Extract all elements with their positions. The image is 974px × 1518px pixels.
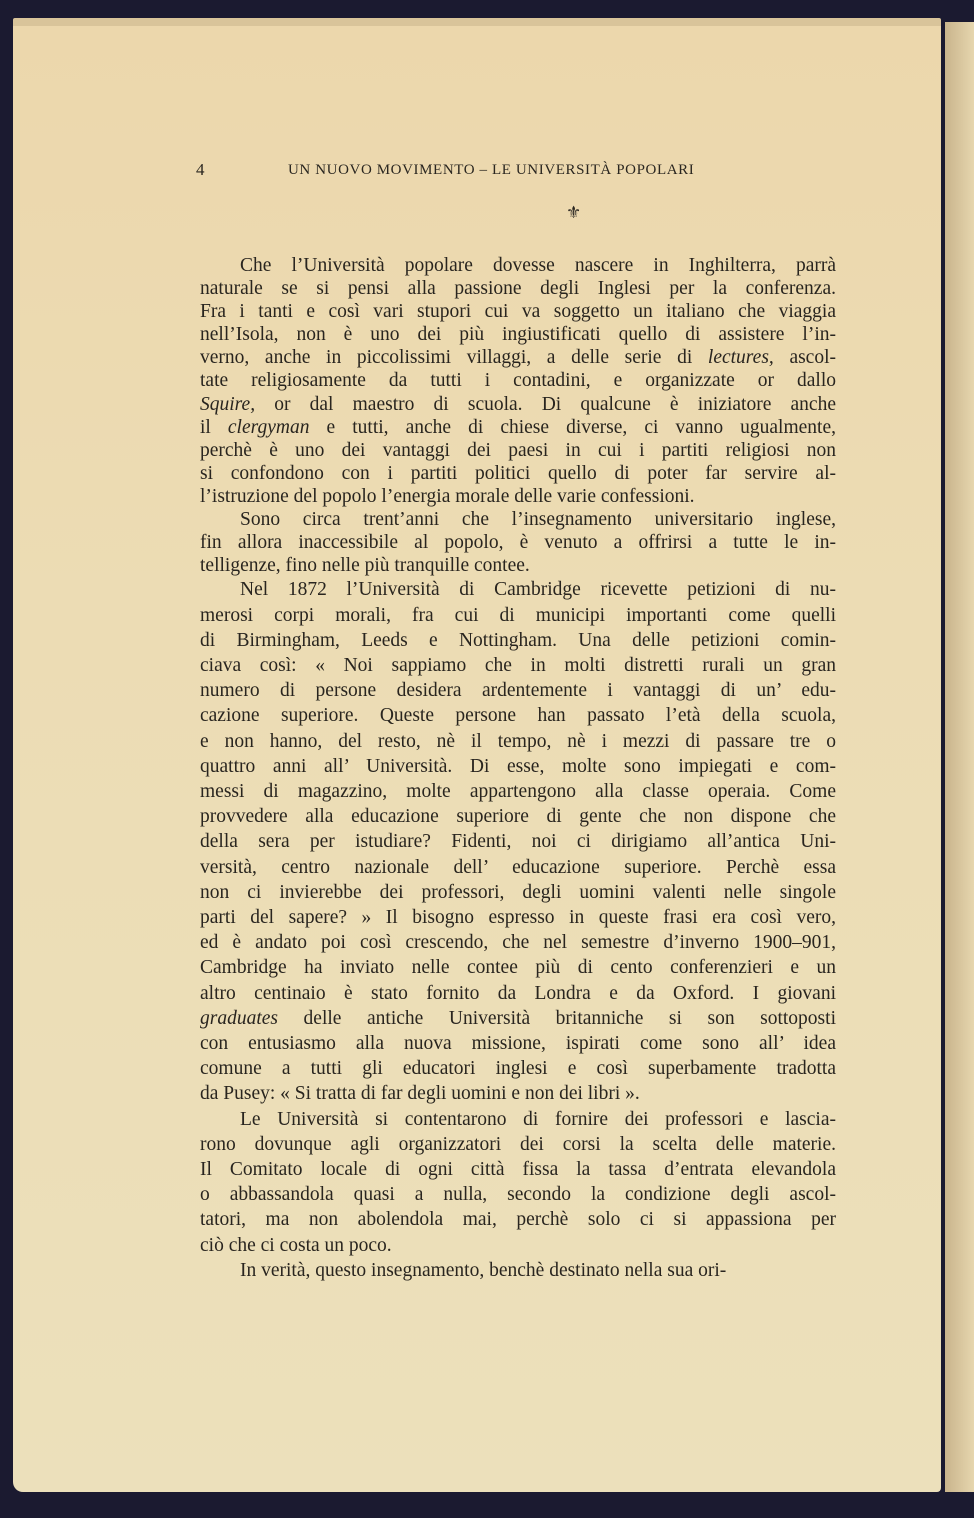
text-line: della sera per istudiare? Fidenti, noi ci dirigiamo all’antica Uni- bbox=[200, 831, 836, 853]
text-line: Cambridge ha inviato nelle contee più di cento conferenzieri e un bbox=[200, 957, 836, 979]
text-line: Che l’Università popolare dovesse nascere in Inghilterra, parrà bbox=[240, 255, 836, 276]
text-line: messi di magazzino, molte appartengono alla classe operaia. Come bbox=[200, 780, 836, 802]
next-page-edge bbox=[945, 22, 974, 1492]
text-segment: delle antiche Università britanniche si son sottoposti bbox=[278, 1007, 836, 1029]
text-line: Le Università si contentarono di fornire dei professori e lascia- bbox=[240, 1108, 836, 1130]
text-line: tate religiosamente da tutti i contadini, e organizzate or dallo bbox=[200, 370, 836, 392]
text-line: Fra i tanti e così vari stupori cui va soggetto un italiano che viaggia bbox=[200, 301, 836, 323]
text-line: altro centinaio è stato fornito da Londra e da Oxford. I giovani bbox=[200, 982, 836, 1004]
text-line: Nel 1872 l’Università di Cambridge ricevette petizioni di nu- bbox=[240, 579, 836, 601]
text-block-lower bbox=[200, 577, 836, 1283]
text-line: tatori, ma non abolendola mai, perchè solo ci si appassiona per bbox=[200, 1209, 836, 1231]
text-segment: e tutti, anche di chiese diverse, ci vanno ugualmente, bbox=[309, 416, 836, 438]
body-text bbox=[200, 254, 836, 1283]
text-line: di Birmingham, Leeds e Nottingham. Una delle petizioni comin- bbox=[200, 629, 836, 651]
text-segment: or dal maestro di scuola. Di qualcune è iniziatore anche bbox=[255, 393, 836, 415]
text-line: Sono circa trent’anni che l’insegnamento universitario inglese, bbox=[240, 509, 836, 531]
text-line: numero di persone desidera ardentemente i vantaggi di un’ edu- bbox=[200, 680, 836, 702]
text-line bbox=[200, 393, 836, 416]
italic-term: graduates bbox=[200, 1007, 278, 1029]
text-line bbox=[200, 416, 836, 439]
text-line: perchè è uno dei vantaggi dei paesi in cui i partiti religiosi non bbox=[200, 439, 836, 461]
text-line: parti del sapere? » Il bisogno espresso in queste frasi era così vero, bbox=[200, 906, 836, 928]
text-segment: ascol- bbox=[773, 347, 836, 369]
text-line: o abbassandola quasi a nulla, secondo la condizione degli ascol- bbox=[200, 1184, 836, 1206]
text-line: ciava così: « Noi sappiamo che in molti distretti rurali un gran bbox=[200, 654, 836, 676]
text-segment: il bbox=[200, 416, 228, 438]
page-number: 4 bbox=[196, 160, 205, 179]
text-line: provvedere alla educazione superiore di gente che non dispone che bbox=[200, 806, 836, 828]
text-line: nell’Isola, non è uno dei più ingiustificati quello di assistere l’in- bbox=[200, 324, 836, 346]
text-line: In verità, questo insegnamento, benchè destinato nella sua ori- bbox=[240, 1259, 727, 1281]
running-head: UN NUOVO MOVIMENTO – LE UNIVERSITÀ POPOLARI bbox=[288, 162, 695, 178]
fleuron-ornament-icon: ⚜ bbox=[566, 203, 582, 222]
text-line: si confondono con i partiti politici quello di poter far servire al- bbox=[200, 462, 836, 484]
text-block-upper bbox=[200, 254, 836, 577]
text-segment: verno, anche in piccolissimi villaggi, a delle serie di bbox=[200, 347, 708, 369]
text-line: comune a tutti gli educatori inglesi e così superbamente tradotta bbox=[200, 1058, 836, 1080]
italic-term: Squire, bbox=[200, 393, 256, 415]
italic-term: lectures, bbox=[707, 347, 774, 369]
text-line: merosi corpi morali, fra cui di municipi importanti come quelli bbox=[200, 604, 836, 626]
text-line: fin allora inaccessibile al popolo, è venuto a offrirsi a tutte le in- bbox=[200, 532, 836, 554]
italic-term: clergyman bbox=[227, 416, 310, 438]
text-line: naturale se si pensi alla passione degli Inglesi per la conferenza. bbox=[200, 278, 836, 300]
text-line bbox=[200, 1006, 836, 1031]
text-line: l’istruzione del popolo l’energia morale delle varie confessioni. bbox=[200, 485, 695, 507]
text-line: rono dovunque agli organizzatori dei corsi la scelta delle materie. bbox=[200, 1133, 836, 1155]
text-line: non ci invierebbe dei professori, degli uomini valenti nelle singole bbox=[200, 881, 836, 903]
text-line: con entusiasmo alla nuova missione, ispirati come sono all’ idea bbox=[200, 1032, 836, 1054]
text-line: cazione superiore. Queste persone han passato l’età della scuola, bbox=[200, 705, 836, 727]
text-line bbox=[200, 346, 836, 369]
text-line: Il Comitato locale di ogni città fissa la tassa d’entrata elevandola bbox=[200, 1158, 836, 1180]
text-line: ed è andato poi così crescendo, che nel semestre d’inverno 1900–901, bbox=[200, 932, 836, 954]
text-line: quattro anni all’ Università. Di esse, molte sono impiegati e com- bbox=[200, 755, 836, 777]
text-line: ciò che ci costa un poco. bbox=[200, 1234, 392, 1256]
text-line: da Pusey: « Si tratta di far degli uomini e non dei libri ». bbox=[200, 1083, 640, 1105]
text-line: telligenze, fino nelle più tranquille contee. bbox=[200, 555, 530, 577]
text-line: versità, centro nazionale dell’ educazione superiore. Perchè essa bbox=[200, 856, 836, 878]
text-line: e non hanno, del resto, nè il tempo, nè i mezzi di passare tre o bbox=[200, 730, 836, 752]
